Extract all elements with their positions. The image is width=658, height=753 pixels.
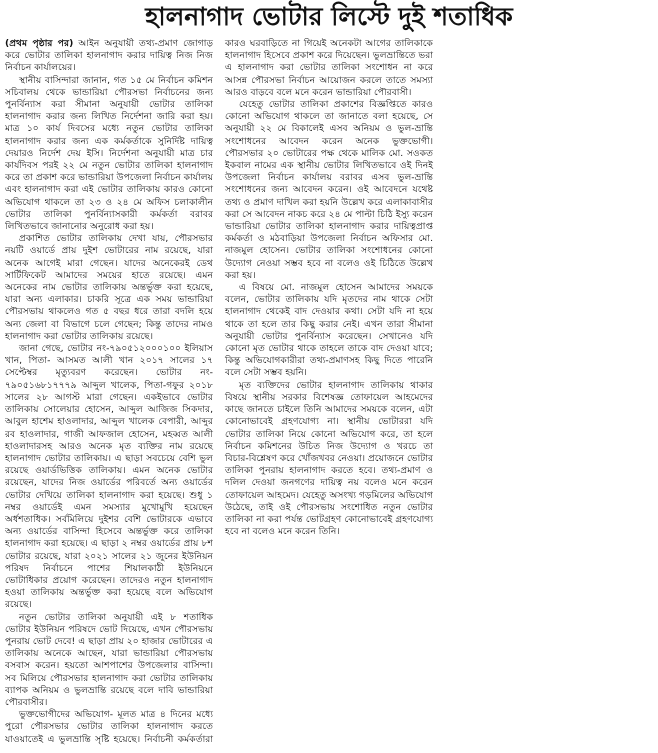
paragraph-7: যেহেতু ভোটার তালিকা প্রকাশের বিজ্ঞপ্তিতে কারও কোনো অভিযোগ থাকলে তা জানাতে বলা হয়েছে, সে অনুযায়ী ২২ মে বিকালেই এসব অনিয়ম ও ভুল-ভ্রান্তি সংশোধনের আবেদন করেন অনেক ভুক্তভোগী। পৌরসভার ২০ ভোটারের পক্ষ থেকে মালিক মো. সওকত ইকবাল নামের এক স্থানীয় ভোটার লিখিতভাবে ওই দিনই উপজেলা নির্বাচন কার্যালয় বরাবর এসব ভুল-ভ্রান্তি সংশোধনের জন্য আবেদন করেন। ওই আবেদনে যথেষ্ট তথ্য ও প্রমাণ দাখিল করা হয়নি উল্লেখ করে এলাকাবাসীর করা সে আবেদন নাকচ করে ২৪ মে পাল্টা চিঠি ইস্যু করেন ভান্ডারিয়া ভোটার তালিকা হালনাগাদ করার দায়িত্বপ্রাপ্ত কর্মকর্তা ও মঠবাড়িয়া উপজেলা নির্বাচন অফিসার মো. নাজমুল হোসেন। ভোটার তালিকা সংশোধনের কোনো উদ্যোগ নেওয়া সম্ভব হবে না বলেও ওই চিঠিতে উল্লেখ করা হয়।: [225, 99, 433, 281]
paragraph-text: আইন অনুযায়ী তথ্য-প্রমাণ জোগাড় করে ভোটার তালিকা হালনাগাদ করার দায়িত্ব নিজ নিজ নির্বাচন কার্যালয়ের।: [5, 38, 214, 74]
paragraph-5: নতুন ভোটার তালিকা অনুযায়ী এই ৮ শতাধিক ভোটার ইউনিয়ন পরিষদে ভোট দিয়েছে, এখন পৌরসভায় পুনরায় ভোট দেবে! এ ছাড়া প্রায় ২০ হাজার ভোটারের এ তালিকায় অনেকে আছেন, যারা ভান্ডারিয়া পৌরসভায় বসবাস করেন। হয়তো আশপাশের উপজেলার বাসিন্দা। সব মিলিয়ে পৌরসভার হালনাগাদ করা ভোটার তালিকায় ব্যাপক অনিয়ম ও ভুলভ্রান্তি রয়েছে বলে দাবি ভান্ডারিয়া পৌরবাসীর।: [5, 611, 213, 708]
paragraph-8: এ বিষয়ে মো. নাজমুল হোসেন আমাদের সময়কে বলেন, ভোটার তালিকায় যদি মৃতদের নাম থাকে সেটা হালনাগাদ থেকেই বাদ দেওয়ার কথা। সেটা যদি না হয়ে থাকে তা হলে তার কিছু করার নেই। এখন তারা সীমানা অনুযায়ী ভোটার পুনর্বিন্যাস করেছেন। সেখানেও যদি কোনো মৃত ভোটার থাকে তাহলে তাকে বাদ দেওয়া যাবে; কিন্তু অভিযোগকারীরা তথ্য-প্রমাণসহ কিছু দিতে পারেনি বলে সেটা সম্ভব হয়নি।: [225, 282, 433, 379]
paragraph-9: মৃত ব্যক্তিদের ভোটার হালনাগাদ তালিকায় থাকার বিষয়ে স্থানীয় সরকার বিশেষজ্ঞ তোফায়েল আহমেদের কাছে জানতে চাইলে তিনি আমাদের সময়কে বলেন, এটা কোনোভাবেই গ্রহণযোগ্য না। স্থানীয় ভোটাররা যদি ভোটার তালিকা নিয়ে কোনো অভিযোগ করে, তা হলে নির্বাচন কমিশনের উচিত নিজ উদ্যোগ ও খরচে তা বিচার-বিশ্লেষণ করে খোঁজখবর নেওয়া। প্রয়োজনে ভোটার তালিকা পুনরায় হালনাগাদ করতে হবে। তথ্য-প্রমাণ ও দলিল দেওয়া জনগণের দায়িত্ব নয় বলেও মনে করেন তোফায়েল আহমেদ। যেহেতু অসংখ্য গড়মিলের অভিযোগ উঠেছে, তাই ওই পৌরসভায় সংশোধিত নতুন ভোটার তালিকা না করা পর্যন্ত ভোটগ্রহণ কোনোভাবেই গ্রহণযোগ্য হবে না বলেও মনে করেন তিনি।: [225, 379, 433, 538]
paragraph-1: [5, 38, 213, 75]
continuation-label: (প্রথম পৃষ্ঠার পর): [5, 38, 74, 49]
paragraph-3: প্রকাশিত ভোটার তালিকায় দেখা যায়, পৌরসভার নয়টি ওয়ার্ডে প্রায় দুইশ ভোটারের নাম রয়েছে, যারা অনেক আগেই মারা গেছেন। যাদের অনেকেরই ডেথ সার্টিফিকেট আমাদের সময়ের হাতে রয়েছে। এমন অনেকের নাম ভোটার তালিকায় অন্তর্ভুক্ত করা হয়েছে, যারা অন্য এলাকার। চাকরি সূত্রে এক সময় ভান্ডারিয়া পৌরসভায় থাকলেও গত ৫ বছর ধরে তারা বদলি হয়ে অন্য জেলা বা বিভাগে চলে গেছেন; কিন্তু তাদের নামও হালনাগাদ করা ভোটার তালিকায় রয়েছে।: [5, 233, 213, 342]
paragraph-2: স্থানীয় বাসিন্দারা জানান, গত ১৫ মে নির্বাচন কমিশন সচিবালয় থেকে ভান্ডারিয়া পৌরসভা নির্বাচনের জন্য পুনর্বিন্যাস করা সীমানা অনুযায়ী ভোটার তালিকা হালনাগাদ করার জন্য লিখিত নির্দেশনা জারি করা হয়। মাত্র ১০ কার্য দিবসের মধ্যে নতুন ভোটার তালিকা হালনাগাদ করার জন্য এক কর্মকর্তাকে সুনির্দিষ্ট দায়িত্ব দেয়ারও নির্দেশ দেয় ইসি। নির্দেশনা অনুযায়ী মাত্র চার কার্যদিবস পরই ২২ মে নতুন ভোটার তালিকা হালনাগাদ করে তা প্রকাশ করে ভান্ডারিয়া উপজেলা নির্বাচন কার্যালয় এবং হালনাগাদ করা এই ভোটার তালিকায় কারও কোনো অভিযোগ থাকলে তা ২৩ ও ২৪ মে অফিস চলাকালীন ভোটার তালিকা পুনর্বিন্যাসকারী কর্মকর্তা বরাবর লিখিতভাবে জানানোর অনুরোধ করা হয়।: [5, 74, 213, 233]
headline: হালনাগাদ ভোটার লিস্টে দুই শতাধিক: [145, 2, 513, 31]
paragraph-4: জানা গেছে, ভোটার নং-৭৯০৫১২০০০১০০ ইলিয়াস খান, পিতা- আসমত আলী খান ২০১৭ সালের ১৭ সেপ্টেম্বর মৃত্যুবরণ করেছেন। ভোটার নং- ৭৯০৫১৬৮১৭৭৭৯ আব্দুল খালেক, পিতা-গফুর ২০১৮ সালের ২৮ আগস্ট মারা গেছেন। একইভাবে ভোটার তালিকায় সোলেয়ার হোসেন, আব্দুল আজিজ সিকদার, আবুল হাশেম হাওলাদার, আব্দুল খালেক বেপারী, আব্দুর রব হাওলাদার, গাজী আফজাল হোসেন, মহব্বত আলী হাওলাদারসহ আরও অনেক মৃত ব্যক্তির নাম রয়েছে হালনাগাদ ভোটার তালিকায়। এ ছাড়া সবচেয়ে বেশি ভুল রয়েছে ওয়ার্ডভিত্তিক তালিকায়। এমন অনেক ভোটার রয়েছেন, যাদের নিজ ওয়ার্ডের পরিবর্তে অন্য ওয়ার্ডের ভোটার দেখিয়ে তালিকা হালনাগাদ করা হয়েছে। শুধু ১ নম্বর ওয়ার্ডেই এমন সমস্যার মুখোমুখি হয়েছেন অর্ধশতাধিক। সর্বমিলিয়ে দুইশর বেশি ভোটারকে এভাবে অন্য ওয়ার্ডের বাসিন্দা হিসেবে অন্তর্ভুক্ত করে তালিকা হালনাগাদ করা হয়েছে। এ ছাড়া ২ নম্বর ওয়ার্ডের প্রায় ৮শ ভোটার রয়েছে, যারা ২০২১ সালের ২১ জুনের ইউনিয়ন পরিষদ নির্বাচনে পাশের শিয়ালকাঠী ইউনিয়নে ভোটাধিকার প্রয়োগ করেছেন। তাদেরও নতুন হালনাগাদ হওয়া তালিকায় অন্তর্ভুক্ত করা হয়েছে বলে অভিযোগ রয়েছে।: [5, 343, 213, 611]
article-body: [5, 38, 653, 749]
paragraph-6: ভুক্তভোগীদের অভিযোগ- মূলত মাত্র ৪ দিনের মধ্যে পুরো পৌরসভার ভোটার তালিকা হালনাগাদ করতে যাওয়াতেই এ ভুলভ্রান্তি সৃষ্টি হয়েছে। নির্বাচনী কর্মকর্তারা কারও ঘরবাড়িতে না গিয়েই অনেকটা আগের তালিকাকে হালনাগাদ হিসেবে প্রকাশ করে দিয়েছেন। ভুলভ্রান্তিতে ভরা এ হালনাগাদ করা ভোটার তালিকা সংশোধন না করে আসন্ন পৌরসভা নির্বাচন আয়োজন করলে তাতে সমস্যা আরও বাড়বে বলে মনে করেন ভান্ডারিয়া পৌরবাসী।: [5, 38, 433, 745]
